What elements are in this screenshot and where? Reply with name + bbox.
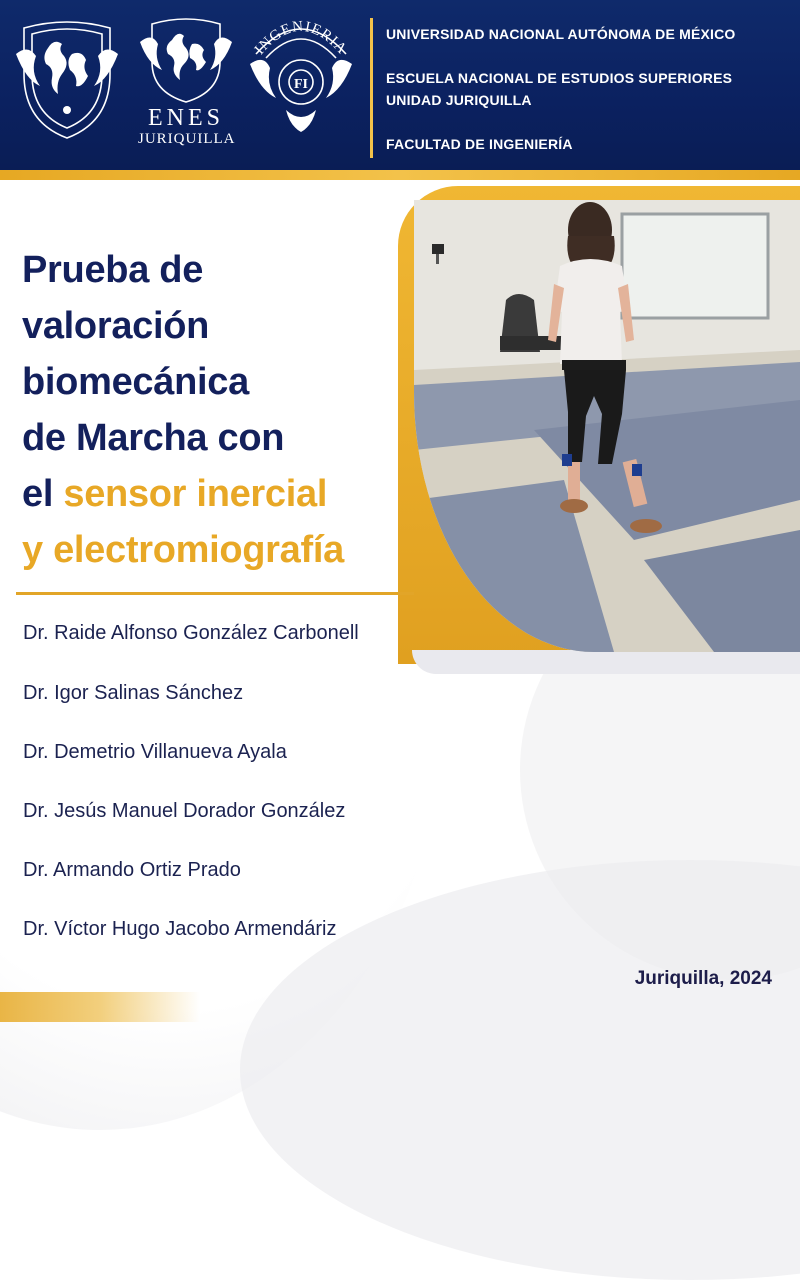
institution-unam: UNIVERSIDAD NACIONAL AUTÓNOMA DE MÉXICO	[386, 26, 736, 42]
author-4: Dr. Jesús Manuel Dorador González	[23, 800, 346, 822]
title-line-6-accent: y electromiografía	[22, 529, 344, 571]
institution-enes	[386, 67, 732, 111]
ingenieria-crest-icon	[246, 14, 356, 144]
header-banner	[0, 0, 800, 170]
title-line-5-plain: el	[22, 473, 64, 515]
enes-logo-word: ENES	[148, 105, 224, 131]
place-and-year: Juriquilla, 2024	[634, 968, 772, 989]
header-gold-stripe	[0, 170, 800, 180]
header-divider	[370, 18, 373, 158]
document-title	[22, 242, 412, 578]
title-line-5	[22, 466, 412, 522]
institution-fi: FACULTAD DE INGENIERÍA	[386, 136, 573, 152]
author-1: Dr. Raide Alfonso González Carbonell	[23, 622, 359, 644]
title-line-4: de Marcha con	[22, 417, 285, 459]
title-line-5-accent: sensor inercial	[63, 473, 328, 515]
footer-gold-stripe	[0, 992, 200, 1022]
author-2: Dr. Igor Salinas Sánchez	[23, 682, 244, 704]
enes-logo-text	[138, 106, 234, 147]
author-5: Dr. Armando Ortiz Prado	[23, 859, 241, 881]
unam-crest-icon	[14, 14, 120, 144]
ingenieria-logo-word: INGENIERIA	[251, 18, 350, 58]
author-6: Dr. Víctor Hugo Jacobo Armendáriz	[23, 918, 337, 940]
title-line-1: Prueba de	[22, 249, 204, 291]
institution-enes-line2: UNIDAD JURIQUILLA	[386, 92, 532, 108]
juriquilla-logo-word: JURIQUILLA	[138, 131, 236, 147]
title-line-3: biomecánica	[22, 361, 249, 403]
institution-enes-line1: ESCUELA NACIONAL DE ESTUDIOS SUPERIORES	[386, 70, 733, 86]
title-divider	[16, 592, 414, 595]
fi-logo-initials: FI	[294, 77, 308, 92]
author-3: Dr. Demetrio Villanueva Ayala	[23, 741, 287, 763]
title-line-2: valoración	[22, 305, 210, 347]
person-walking-photo	[414, 200, 800, 652]
